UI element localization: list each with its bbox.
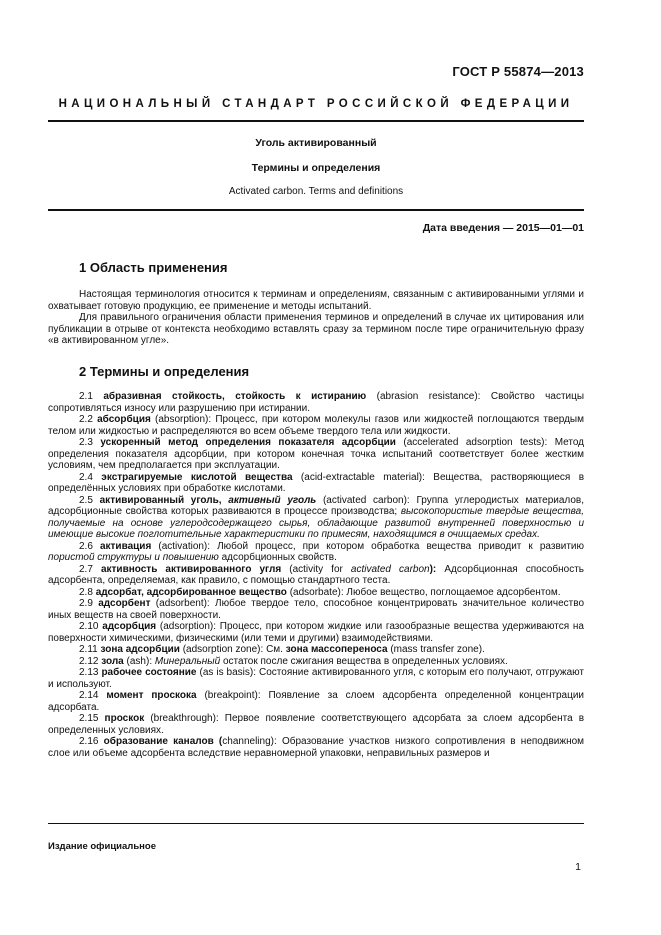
title-english: Activated carbon. Terms and definitions (228, 186, 404, 197)
term-definition-italic: высокопористые твердые вещества, получаемые на основе углеродсодержащего сырья, обладающие развитой внутренней поверхностью и имеющие высокие поглотительные характеристики по примесям, находящимся в очищаемых средах. (48, 506, 585, 540)
term-english: (breakthrough): (150, 713, 219, 724)
term-name: адсорбент (98, 598, 151, 609)
term-definition: Образование участков низкого сопротивления в неподвижном слое или объеме адсорбента вследствие неравномерной упаковки, неправильных размеров и (48, 736, 585, 759)
term-name: ускоренный метод определения показателя адсорбции (100, 437, 396, 448)
term-number: 2.7 (79, 563, 93, 575)
term-definition-tail: (mass transfer zone). (390, 644, 485, 655)
term-definition: Адсорбционная способность адсорбента, определяемая, как правило, с помощью стандартного теста. (48, 563, 585, 586)
term-name: проскок (104, 713, 145, 724)
document-number: ГОСТ Р 55874—2013 (452, 64, 584, 79)
term-number: 2.8 (79, 586, 93, 598)
term-english: channeling): (222, 736, 277, 747)
term-number: 2.14 (79, 690, 99, 701)
section-1-paragraph: Для правильного ограничения области применения терминов и определений в случае их цитирования или публикации в отрыве от контекста необходимо вставлять сразу за термином после тире ограничительную фразу «в активированном угле». (48, 312, 584, 346)
term-number: 2.16 (79, 736, 99, 747)
term-synonym: активный уголь (228, 494, 317, 506)
header-rule (48, 120, 584, 122)
term-entry (48, 667, 584, 690)
term-number: 2.5 (79, 494, 93, 506)
term-name: абразивная стойкость, стойкость к истиранию (103, 391, 367, 402)
introduction-date: Дата введения — 2015—01—01 (422, 222, 584, 234)
term-english: (adsorbate): (289, 586, 344, 598)
section-1-heading: 1 Область применения (79, 260, 228, 275)
term-definition-tail: адсорбционных свойств. (221, 552, 337, 563)
term-entry (48, 414, 584, 437)
title-rule (48, 209, 584, 211)
term-name: активность активированного угля (100, 563, 282, 575)
term-entry (48, 598, 584, 621)
term-entry (48, 495, 584, 541)
term-definition: Любое вещество, поглощаемое адсорбентом. (346, 586, 561, 598)
term-english: (adsorption): (159, 621, 217, 632)
term-english: (absorption): (155, 414, 212, 425)
term-entry (48, 564, 584, 587)
term-name: адсорбат, адсорбированное вещество (95, 586, 287, 598)
term-entry (48, 713, 584, 736)
term-cross-reference: зона массопереноса (285, 644, 388, 655)
term-entry (48, 736, 584, 759)
term-number: 2.13 (79, 667, 99, 678)
term-definition: Метод определения показателя адсорбции, при котором конечная точка испытаний соответствует более жестким условиям, чем предполагается при эксплуатации. (48, 437, 585, 471)
term-english: (activated carbon): (322, 494, 410, 506)
term-name: абсорбция (97, 414, 151, 425)
footer-rule (48, 823, 584, 824)
term-number: 2.9 (79, 598, 93, 609)
term-definition: Появление за слоем адсорбента определенной концентрации адсорбата. (48, 690, 584, 713)
term-definition-tail: остаток после сжигания вещества в определенных условиях. (222, 655, 508, 667)
term-english: (adsorbent): (155, 598, 210, 609)
term-english-italic: activated carbon (350, 563, 430, 575)
term-english: (activation): (158, 540, 211, 552)
term-definition: Группа углеродистых материалов, адсорбционные свойства которых развиваются в процессе производства; (48, 494, 585, 517)
term-name: активированный уголь, (99, 494, 222, 506)
term-number: 2.11 (79, 644, 98, 655)
term-entry (48, 472, 584, 495)
term-number: 2.1 (79, 391, 93, 402)
term-english: (as is basis): (199, 667, 257, 678)
term-definition: См. (266, 644, 283, 655)
term-number: 2.6 (79, 540, 93, 552)
term-entry (48, 690, 584, 713)
term-english: (accelerated adsorption tests): (403, 437, 548, 448)
terms-list (48, 391, 584, 759)
term-definition: Любое твердое тело, способное концентрировать значительное количество иных веществ на своей поверхности. (48, 598, 584, 621)
term-number: 2.12 (79, 655, 99, 667)
term-entry (48, 644, 584, 656)
term-number: 2.10 (79, 621, 99, 632)
term-english: (acid-extractable material): (300, 471, 425, 483)
term-english: (adsorption zone): (182, 644, 264, 655)
term-name: зона адсорбции (100, 644, 180, 655)
term-entry (48, 621, 584, 644)
section-1-paragraph: Настоящая терминология относится к терминам и определениям, связанным с активированными углями и охватывает готовую продукцию, ее применение и методы испытаний. (48, 289, 584, 312)
term-definition: Свойство частицы сопротивляться износу или разрушению при истирании. (48, 391, 585, 414)
section-1-body (48, 289, 584, 347)
term-name: образование каналов ( (103, 736, 223, 747)
term-name: момент проскока (106, 690, 197, 701)
term-name: адсорбция (102, 621, 157, 632)
term-definition: Любой процесс, при котором обработка вещества приводит к развитию (217, 540, 585, 552)
term-name: экстрагируемые кислотой вещества (101, 471, 293, 483)
term-number: 2.2 (79, 414, 93, 425)
term-entry (48, 541, 584, 564)
edition-label: Издание официальное (48, 841, 156, 852)
term-name: зола (101, 655, 124, 667)
term-entry (48, 437, 584, 472)
term-definition: Первое появление соответствующего адсорбата за слоем адсорбента в определенных условиях. (48, 713, 585, 736)
term-definition-italic: Минеральный (154, 655, 221, 667)
term-definition: Состояние активированного угля, с которым его получают, отгружают и используют. (48, 667, 584, 690)
page-number: 1 (575, 861, 581, 873)
title-russian-sub: Термины и определения (251, 162, 381, 174)
term-entry (48, 391, 584, 414)
section-2-heading: 2 Термины и определения (79, 364, 250, 379)
term-entry (48, 587, 584, 599)
term-entry (48, 656, 584, 668)
term-name: рабочее состояние (101, 667, 197, 678)
title-russian-main: Уголь активированный (255, 137, 377, 149)
term-english-tail: ): (429, 563, 437, 575)
national-standard-banner: НАЦИОНАЛЬНЫЙ СТАНДАРТ РОССИЙСКОЙ ФЕДЕРАЦИИ (58, 98, 574, 110)
term-definition: Вещества, растворяющиеся в определённых условиях при обработке кислотами. (48, 471, 585, 494)
term-english: (abrasion resistance): (376, 391, 481, 402)
term-number: 2.15 (79, 713, 99, 724)
term-english: (ash): (126, 655, 153, 667)
term-definition: Процесс, при котором жидкие или газообразные вещества удерживаются на поверхности химическими, физическими (или теми и другими) взаимодействиями. (48, 621, 584, 644)
term-definition: Процесс, при котором молекулы газов или жидкостей поглощаются твердым телом или жидкостью и распределяются во всем объеме твердого тела или жидкости. (48, 414, 584, 437)
term-definition-italic: пористой структуры и повышению (48, 552, 219, 563)
term-number: 2.4 (79, 471, 93, 483)
term-number: 2.3 (79, 437, 93, 448)
term-name: активация (99, 540, 152, 552)
term-english: (activity for (289, 563, 343, 575)
term-english: (breakpoint): (204, 690, 261, 701)
